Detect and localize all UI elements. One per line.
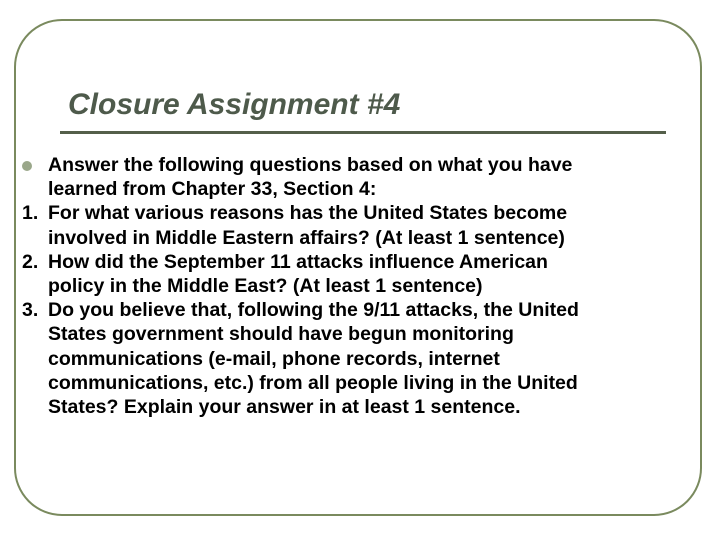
round-bullet-icon [22,161,32,171]
question-line: involved in Middle Eastern affairs? (At least 1 sentence) [48,226,565,249]
slide-body [22,153,712,419]
question-line: How did the September 11 attacks influence American [48,250,548,273]
question-line: communications, etc.) from all people living in the United [48,371,578,394]
intro-bullet [22,153,712,201]
title-underline [60,131,666,134]
question-line: For what various reasons has the United States become [48,202,568,225]
intro-line: Answer the following questions based on what you have [48,154,573,176]
question-line: communications (e-mail, phone records, internet [48,347,500,370]
question-number: 3. [22,299,39,322]
question-line: States government should have begun monitoring [48,323,514,346]
question-item-2 [22,250,712,298]
question-line: Do you believe that, following the 9/11 attacks, the United [48,299,579,322]
question-line: States? Explain your answer in at least 1 sentence. [48,396,521,419]
question-line: policy in the Middle East? (At least 1 sentence) [48,275,483,298]
intro-line: learned from Chapter 33, Section 4: [48,178,377,201]
slide-title: Closure Assignment #4 [68,88,401,121]
question-item-1 [22,201,712,249]
question-item-3 [22,298,712,419]
question-number: 2. [22,250,39,273]
question-number: 1. [22,202,39,225]
